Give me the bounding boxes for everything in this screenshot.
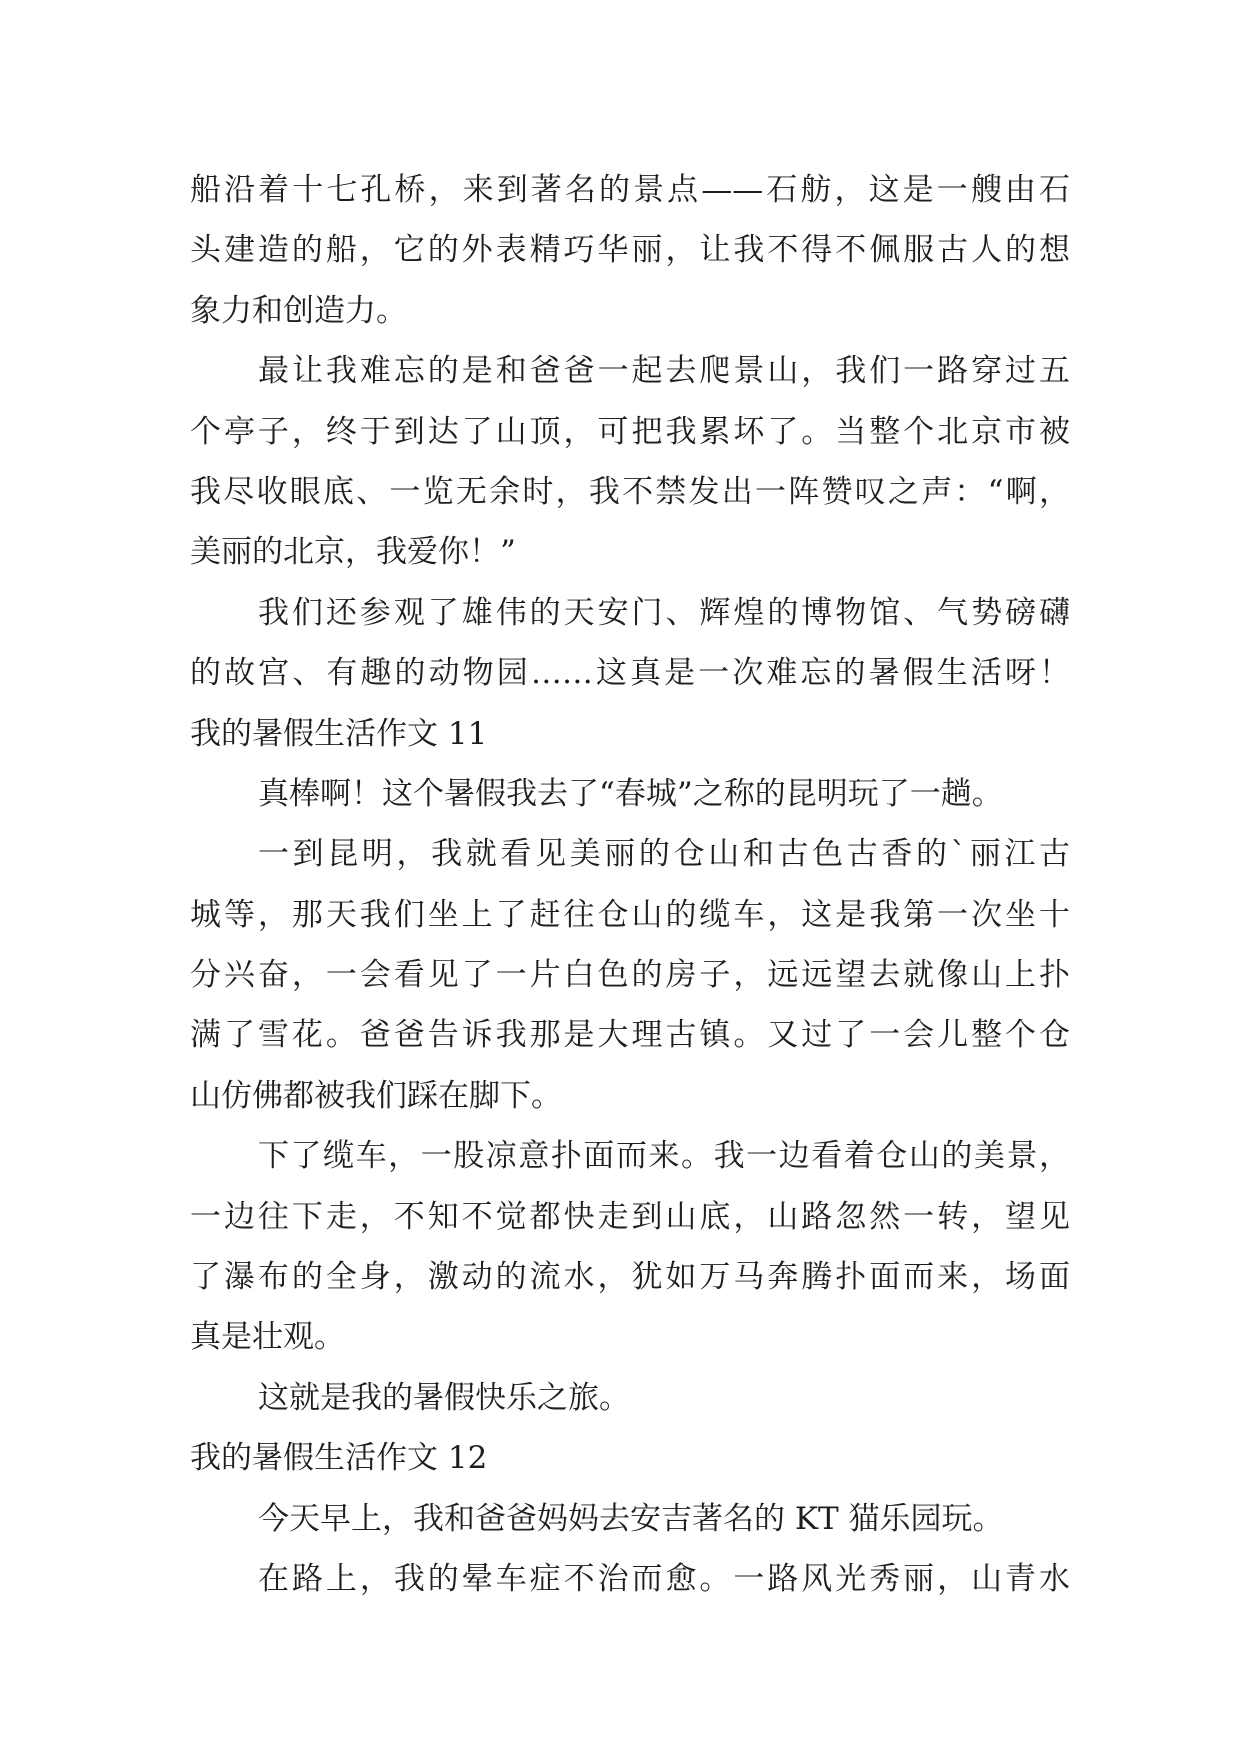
- paragraph-start-line: 这就是我的暑假快乐之旅。: [258, 1379, 630, 1416]
- text-line: 满了雪花。爸爸告诉我那是大理古镇。又过了一会儿整个仓: [190, 1017, 1070, 1054]
- text-line: 分兴奋，一会看见了一片白色的房子，远远望去就像山上扑: [190, 957, 1070, 994]
- text-line: 了瀑布的全身，激动的流水，犹如万马奔腾扑面而来，场面: [190, 1259, 1070, 1296]
- text-line: 山仿佛都被我们踩在脚下。: [190, 1077, 562, 1114]
- paragraph-start-line: 在路上，我的晕车症不治而愈。一路风光秀丽，山青水: [258, 1560, 1070, 1597]
- paragraph-start-line: 下了缆车，一股凉意扑面而来。我一边看着仓山的美景，: [258, 1138, 1070, 1175]
- text-line: 象力和创造力。: [190, 292, 407, 329]
- paragraph-start-line: 真棒啊！这个暑假我去了“春城”之称的昆明玩了一趟。: [258, 775, 1003, 812]
- text-line: 个亭子，终于到达了山顶，可把我累坏了。当整个北京市被: [190, 413, 1070, 450]
- text-line: 一边往下走，不知不觉都快走到山底，山路忽然一转，望见: [190, 1198, 1070, 1235]
- text-line: 我尽收眼底、一览无余时，我不禁发出一阵赞叹之声：“啊，: [190, 473, 1070, 510]
- text-line: 船沿着十七孔桥，来到著名的景点——石舫，这是一艘由石: [190, 172, 1070, 208]
- paragraph-start-line: 一到昆明，我就看见美丽的仓山和古色古香的`丽江古: [258, 836, 1070, 873]
- paragraph-start-line: 今天早上，我和爸爸妈妈去安吉著名的 KT 猫乐园玩。: [258, 1500, 1004, 1537]
- essay-heading-12: 我的暑假生活作文 12: [190, 1440, 488, 1477]
- paragraph-start-line: 我们还参观了雄伟的天安门、辉煌的博物馆、气势磅礴: [258, 594, 1070, 631]
- essay-heading-11: 我的暑假生活作文 11: [190, 715, 488, 752]
- essay-text: [190, 160, 1070, 1609]
- text-line: 美丽的北京，我爱你！”: [190, 534, 516, 571]
- text-line: 的故宫、有趣的动物园……这真是一次难忘的暑假生活呀！: [190, 655, 1070, 692]
- text-line: 真是壮观。: [190, 1319, 345, 1356]
- text-line: 城等，那天我们坐上了赶往仓山的缆车，这是我第一次坐十: [190, 896, 1070, 933]
- text-line: 头建造的船，它的外表精巧华丽，让我不得不佩服古人的想: [190, 232, 1070, 269]
- paragraph-start-line: 最让我难忘的是和爸爸一起去爬景山，我们一路穿过五: [258, 353, 1070, 390]
